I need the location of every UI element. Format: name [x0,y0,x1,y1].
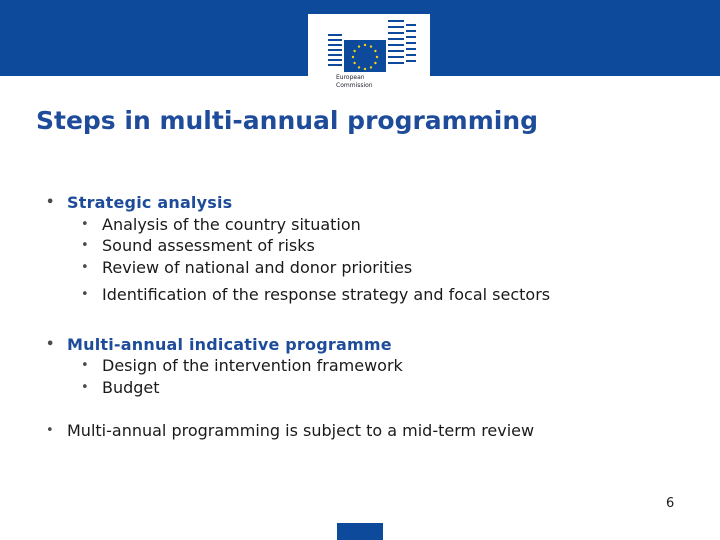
bullet-icon: • [81,238,89,253]
list-item-text: Budget [102,378,160,397]
list-item-text: Analysis of the country situation [102,215,361,234]
section-heading-text: Multi-annual programming is subject to a mid-term review [67,421,535,440]
section-heading-multi-annual-indicative-programme [46,335,392,355]
bullet-icon: • [81,260,89,275]
section-heading-text: Multi-annual indicative programme [67,335,392,354]
list-item [81,285,551,305]
list-item [81,258,413,278]
bullet-icon: • [81,380,89,395]
bullet-icon: • [46,423,54,438]
list-item [81,236,315,256]
list-item [81,378,160,398]
list-item-text: Identification of the response strategy and focal sectors [102,285,551,304]
list-item [81,215,361,235]
list-item-text: Design of the intervention framework [102,356,403,375]
logo-text-line2: Commission [336,82,373,89]
bullet-icon: • [81,287,89,302]
section-heading-strategic-analysis [46,193,233,213]
footer-flag-block [337,523,383,540]
bullet-icon: • [46,195,55,210]
list-item-text: Sound assessment of risks [102,236,315,255]
logo-text-line1: European [336,74,365,81]
section-heading-mid-term-review [46,421,535,441]
bullet-icon: • [81,358,89,373]
bullet-icon: • [46,337,55,352]
list-item-text: Review of national and donor priorities [102,258,413,277]
page-number: 6 [666,496,675,511]
bullet-icon: • [81,217,89,232]
slide-title: Steps in multi-annual programming [36,106,539,135]
list-item [81,356,403,376]
section-heading-text: Strategic analysis [67,193,233,212]
